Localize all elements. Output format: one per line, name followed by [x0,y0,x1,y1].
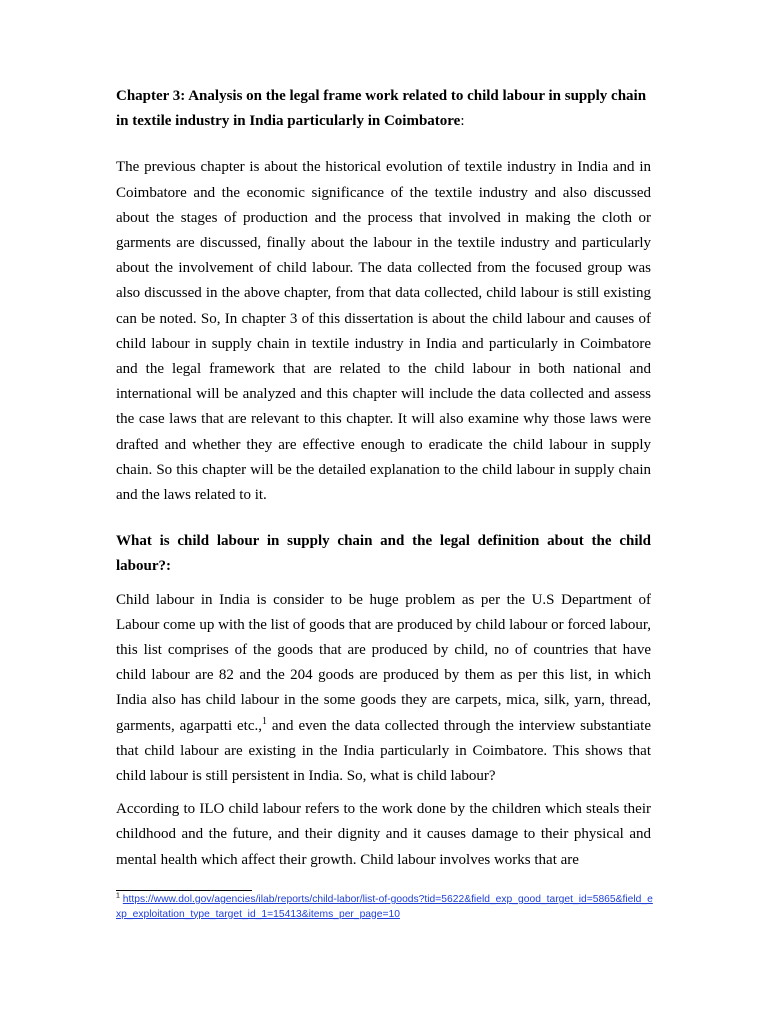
spacer [116,508,651,529]
footnote-number: 1 [116,892,120,900]
footnote-reference-mark[interactable]: 1 [262,715,267,727]
document-body [116,84,651,873]
footnote [116,893,656,922]
footnote-link[interactable]: https://www.dol.gov/agencies/ilab/reports/child-labor/list-of-goods?tid=5622&field_exp_good_target_id=5865&field_exp_exploitation_type_target_id_1=15413&items_per_page=10 [116,894,653,920]
section-heading: What is child labour in supply chain and the legal definition about the child labour?: [116,533,651,575]
paragraph-child-labour-india [116,588,651,790]
intro-paragraph: The previous chapter is about the historical evolution of textile industry in India and in Coimbatore and the economic significance of the textile industry and also discussed about the stages of production and the process that involved in making the cloth or garments are discussed, finally about the labour in the textile industry and particularly about the involvement of child labour. The data collected from the focused group was also discussed in the above chapter, from that data collected, child labour is still existing can be noted. So, In chapter 3 of this dissertation is about the child labour and causes of child labour in supply chain in textile industry in India and particularly in Coimbatore and the legal framework that are related to the child labour in both national and international will be analyzed and this chapter will include the data collected and assess the case laws that are relevant to this chapter. It will also examine why those laws were drafted and whether they are effective enough to eradicate the child labour in supply chain. So this chapter will be the detailed explanation to the child labour in supply chain and the laws related to it. [116,159,651,504]
paragraph-2-text-a: Child labour in India is consider to be huge problem as per the U.S Department of Labour come up with the list of goods that are produced by child labour or forced labour, this list comprises of the goods that are produced by child, no of countries that have child labour are 82 and the 204 goods are produced by them as per this list, in which India also has child labour in the some goods they are carpets, mica, silk, yarn, thread, garments, agarpatti etc., [116,591,651,734]
chapter-heading [116,84,651,134]
paragraph-ilo-definition: According to ILO child labour refers to the work done by the children which steals their childhood and the future, and their dignity and it causes damage to their physical and mental health which affect their growth. Child labour involves works that are [116,801,651,868]
paragraph-2-text-b: and even the data collected through the interview substantiate that child labour are existing in the India particularly in Coimbatore. This shows that child labour is still persistent in India. So, what is child labour? [116,717,651,785]
spacer [116,789,651,797]
spacer [116,580,651,588]
chapter-heading-text: Chapter 3: Analysis on the legal frame work related to child labour in supply chain in textile industry in India particularly in Coimbatore [116,88,647,130]
footnote-separator [116,890,252,891]
chapter-heading-colon: : [460,113,465,130]
spacer [116,134,651,155]
